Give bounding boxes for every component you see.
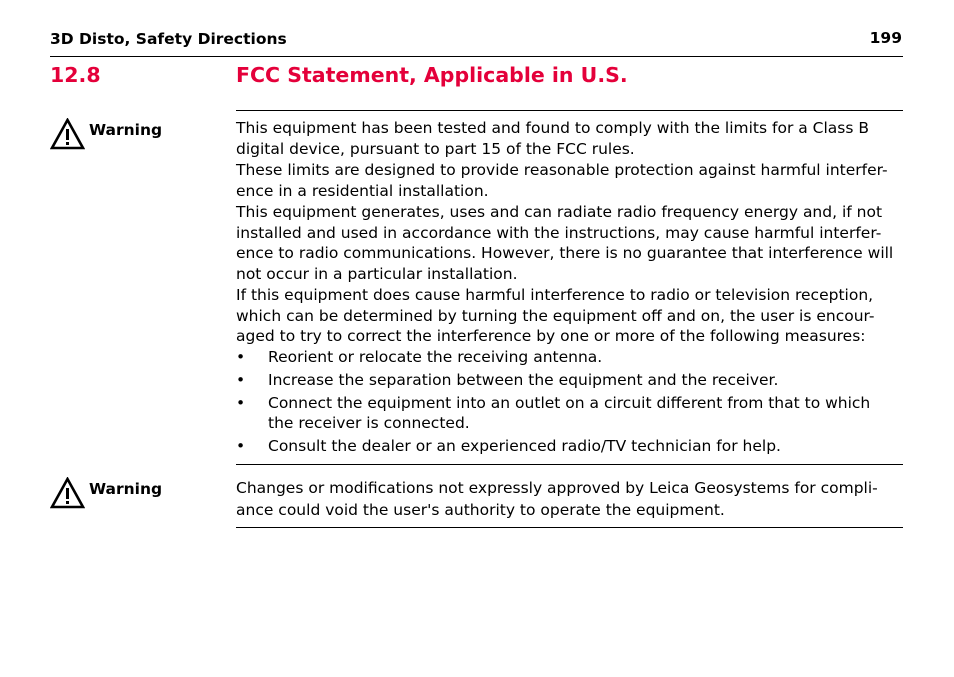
text-line: digital device, pursuant to part 15 of the FCC rules. xyxy=(236,139,635,158)
text-line: Changes or modifications not expressly approved by Leica Geosystems for compli- xyxy=(236,479,878,497)
text-line: Reorient or relocate the receiving antenna. xyxy=(268,347,603,366)
warning-triangle-icon xyxy=(50,118,85,150)
measures-list xyxy=(236,347,906,457)
text-line: Consult the dealer or an experienced radio/TV technician for help. xyxy=(268,437,781,455)
page-number: 199 xyxy=(869,29,902,47)
paragraph xyxy=(236,160,906,201)
warning-triangle-icon xyxy=(50,477,85,509)
paragraph xyxy=(236,118,906,159)
warning-label-text: Warning xyxy=(89,480,163,498)
list-item xyxy=(236,393,906,434)
text-line: aged to try to correct the interference by one or more of the following measures: xyxy=(236,327,866,345)
text-line: If this equipment does cause harmful interference to radio or television reception, xyxy=(236,286,874,304)
text-line: This equipment has been tested and found to comply with the limits for a Class B xyxy=(236,119,870,137)
text-line: These limits are designed to provide reasonable protection against harmful interfer- xyxy=(236,161,888,179)
text-line: not occur in a particular installation. xyxy=(236,264,518,283)
bullet-icon: • xyxy=(236,437,246,455)
text-line: Increase the separation between the equipment and the receiver. xyxy=(268,370,779,389)
list-item xyxy=(236,370,906,391)
paragraph xyxy=(236,202,906,284)
section-number: 12.8 xyxy=(50,63,101,87)
warning-1-content xyxy=(236,118,906,457)
bullet-icon: • xyxy=(236,393,246,412)
text-line: Connect the equipment into an outlet on a circuit different from that to which xyxy=(268,393,871,412)
bullet-icon: • xyxy=(236,347,246,366)
warning-divider xyxy=(236,527,903,528)
text-line: ence to radio communications. However, there is no guarantee that interference will xyxy=(236,244,894,262)
text-line: installed and used in accordance with the instructions, may cause harmful interfer- xyxy=(236,223,882,242)
bullet-icon: • xyxy=(236,370,246,389)
warning-divider xyxy=(236,464,903,465)
warning-label-text: Warning xyxy=(89,121,163,139)
paragraph xyxy=(236,477,906,521)
running-header-title: 3D Disto, Safety Directions xyxy=(50,30,287,48)
list-item xyxy=(236,436,906,457)
text-line: which can be determined by turning the equipment off and on, the user is encour- xyxy=(236,306,875,325)
warning-2-content xyxy=(236,477,906,521)
list-item xyxy=(236,347,906,368)
header-divider xyxy=(50,56,903,57)
paragraph xyxy=(236,285,906,347)
text-line: This equipment generates, uses and can radiate radio frequency energy and, if not xyxy=(236,203,883,221)
text-line: ance could void the user's authority to operate the equipment. xyxy=(236,501,725,519)
section-divider xyxy=(236,110,903,111)
text-line: ence in a residential installation. xyxy=(236,181,489,200)
text-line: the receiver is connected. xyxy=(268,414,470,432)
section-title: FCC Statement, Applicable in U.S. xyxy=(236,63,628,87)
